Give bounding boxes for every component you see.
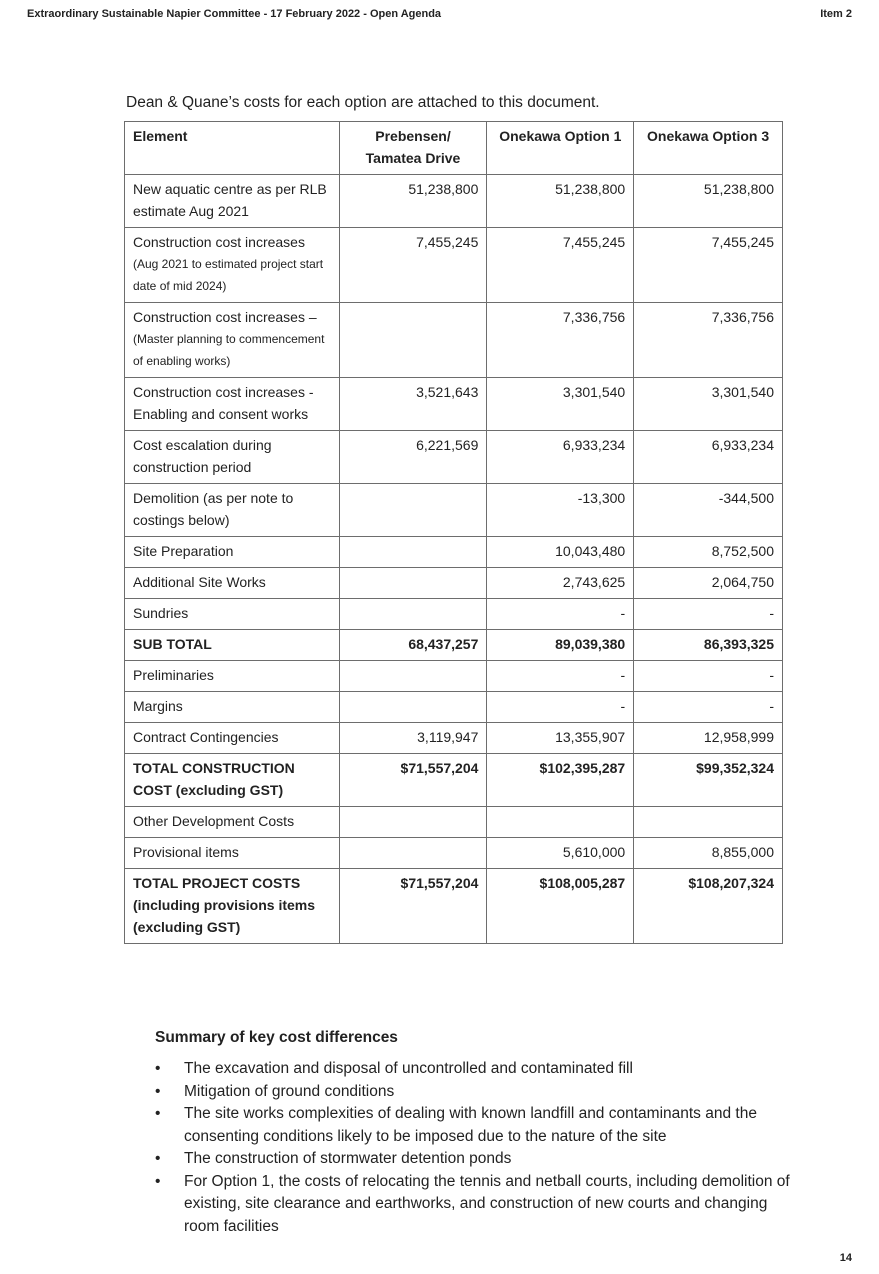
table-row [125,303,783,378]
row-value-cell: 3,301,540 [634,378,783,431]
summary-heading: Summary of key cost differences [155,1029,398,1046]
row-label: Other Development Costs [133,813,295,829]
summary-bullet-list [155,1058,795,1238]
table-row [125,484,783,537]
row-value-cell: $108,005,287 [487,869,634,944]
row-value-cell [339,807,487,838]
row-value-cell: $71,557,204 [339,869,487,944]
row-label-cell [125,175,340,228]
row-label-cell [125,228,340,303]
list-item [155,1103,795,1148]
row-value-cell: 6,933,234 [634,431,783,484]
bullet-icon: • [155,1082,161,1100]
row-value-cell: - [634,692,783,723]
row-label: Sundries [133,605,189,621]
bullet-icon: • [155,1172,161,1190]
list-item [155,1081,795,1104]
list-item-text: Mitigation of ground conditions [184,1082,395,1100]
agenda-item-label: Item 2 [820,8,852,20]
row-value-cell: 12,958,999 [634,723,783,754]
row-value-cell: 3,301,540 [487,378,634,431]
agenda-header-title: Extraordinary Sustainable Napier Committee - 17 February 2022 - Open Agenda [27,8,442,20]
list-item [155,1058,795,1081]
row-label-cell [125,838,340,869]
row-value-cell: 2,064,750 [634,568,783,599]
row-label: New aquatic centre as per RLB estimate Aug 2021 [133,181,327,219]
intro-paragraph: Dean & Quane’s costs for each option are attached to this document. [126,94,600,111]
row-value-cell [339,537,487,568]
row-value-cell: $99,352,324 [634,754,783,807]
row-value-cell: 51,238,800 [487,175,634,228]
table-row [125,661,783,692]
table-row [125,228,783,303]
row-value-cell: 8,752,500 [634,537,783,568]
row-label-cell [125,599,340,630]
row-label: Provisional items [133,844,239,860]
row-value-cell [339,692,487,723]
table-row [125,568,783,599]
row-label: Site Preparation [133,543,234,559]
row-label: Preliminaries [133,667,214,683]
row-label-cell [125,537,340,568]
row-label-cell [125,807,340,838]
row-sublabel: (Master planning to commencement of enabling works) [133,332,325,368]
row-value-cell [339,484,487,537]
column-header-onekawa-option-1: Onekawa Option 1 [487,122,634,175]
list-item [155,1171,795,1239]
row-value-cell: 7,336,756 [487,303,634,378]
row-value-cell: 89,039,380 [487,630,634,661]
table-row [125,869,783,944]
list-item-text: The excavation and disposal of uncontrolled and contaminated fill [184,1060,633,1077]
bullet-icon: • [155,1150,161,1167]
row-value-cell [339,599,487,630]
row-value-cell: 6,933,234 [487,431,634,484]
row-value-cell: 7,455,245 [487,228,634,303]
row-value-cell: - [634,599,783,630]
table-body [125,175,783,944]
row-label: Demolition (as per note to costings below) [133,490,294,528]
table-row [125,754,783,807]
row-value-cell: - [634,661,783,692]
row-value-cell: 51,238,800 [634,175,783,228]
row-value-cell: 3,119,947 [339,723,487,754]
table-row [125,838,783,869]
table-row [125,537,783,568]
row-value-cell: $71,557,204 [339,754,487,807]
row-label: Cost escalation during construction period [133,437,272,475]
row-label-cell [125,630,340,661]
table-row [125,378,783,431]
column-header-prebensen: Prebensen/ Tamatea Drive [339,122,487,175]
row-value-cell [339,838,487,869]
row-label-cell [125,754,340,807]
row-label-cell [125,484,340,537]
row-value-cell: $108,207,324 [634,869,783,944]
row-value-cell [634,807,783,838]
row-label-cell [125,661,340,692]
bullet-icon: • [155,1105,161,1122]
row-value-cell: 86,393,325 [634,630,783,661]
table-row [125,807,783,838]
row-value-cell: -13,300 [487,484,634,537]
table-row [125,431,783,484]
list-item [155,1148,795,1171]
row-value-cell: 6,221,569 [339,431,487,484]
table-row [125,599,783,630]
row-label: Construction cost increases [133,234,305,250]
row-label: Construction cost increases - Enabling and consent works [133,384,314,422]
column-header-onekawa-option-3: Onekawa Option 3 [634,122,783,175]
row-label: SUB TOTAL [133,636,212,652]
list-item-text: The construction of stormwater detention ponds [184,1150,512,1167]
row-value-cell: -344,500 [634,484,783,537]
row-value-cell: 7,336,756 [634,303,783,378]
row-value-cell: - [487,599,634,630]
row-label-cell [125,692,340,723]
row-label-cell [125,869,340,944]
row-label-cell [125,431,340,484]
table-row [125,692,783,723]
row-value-cell [339,661,487,692]
column-header-element: Element [125,122,340,175]
row-sublabel: (Aug 2021 to estimated project start date of mid 2024) [133,257,324,293]
list-item-text: The site works complexities of dealing with known landfill and contaminants and the consenting conditions likely to be imposed due to the nature of the site [184,1105,757,1145]
row-label: TOTAL CONSTRUCTION COST (excluding GST) [133,760,295,798]
row-value-cell: $102,395,287 [487,754,634,807]
row-value-cell: 8,855,000 [634,838,783,869]
cost-comparison-table [124,121,783,944]
row-value-cell: 68,437,257 [339,630,487,661]
row-label: TOTAL PROJECT COSTS (including provisions items (excluding GST) [133,875,316,935]
row-value-cell: 7,455,245 [634,228,783,303]
row-value-cell: 10,043,480 [487,537,634,568]
row-value-cell: 13,355,907 [487,723,634,754]
table-row [125,723,783,754]
row-label: Construction cost increases – [133,309,317,325]
table-row [125,630,783,661]
row-value-cell: - [487,661,634,692]
row-value-cell: 51,238,800 [339,175,487,228]
row-value-cell: 7,455,245 [339,228,487,303]
row-label-cell [125,378,340,431]
row-label: Contract Contingencies [133,729,279,745]
row-value-cell [339,568,487,599]
row-label: Margins [133,698,183,714]
row-value-cell: 3,521,643 [339,378,487,431]
row-value-cell [339,303,487,378]
row-value-cell: 5,610,000 [487,838,634,869]
bullet-icon: • [155,1060,161,1077]
row-value-cell: - [487,692,634,723]
row-value-cell [487,807,634,838]
page-number: 14 [839,1252,852,1264]
row-label-cell [125,723,340,754]
row-value-cell: 2,743,625 [487,568,634,599]
table-header-row [125,122,783,175]
row-label-cell [125,303,340,378]
list-item-text: For Option 1, the costs of relocating the tennis and netball courts, including demolition of existing, site clearance and earthworks, and construction of new courts and changing room facilities [184,1172,790,1235]
table-row [125,175,783,228]
row-label: Additional Site Works [133,574,266,590]
row-label-cell [125,568,340,599]
